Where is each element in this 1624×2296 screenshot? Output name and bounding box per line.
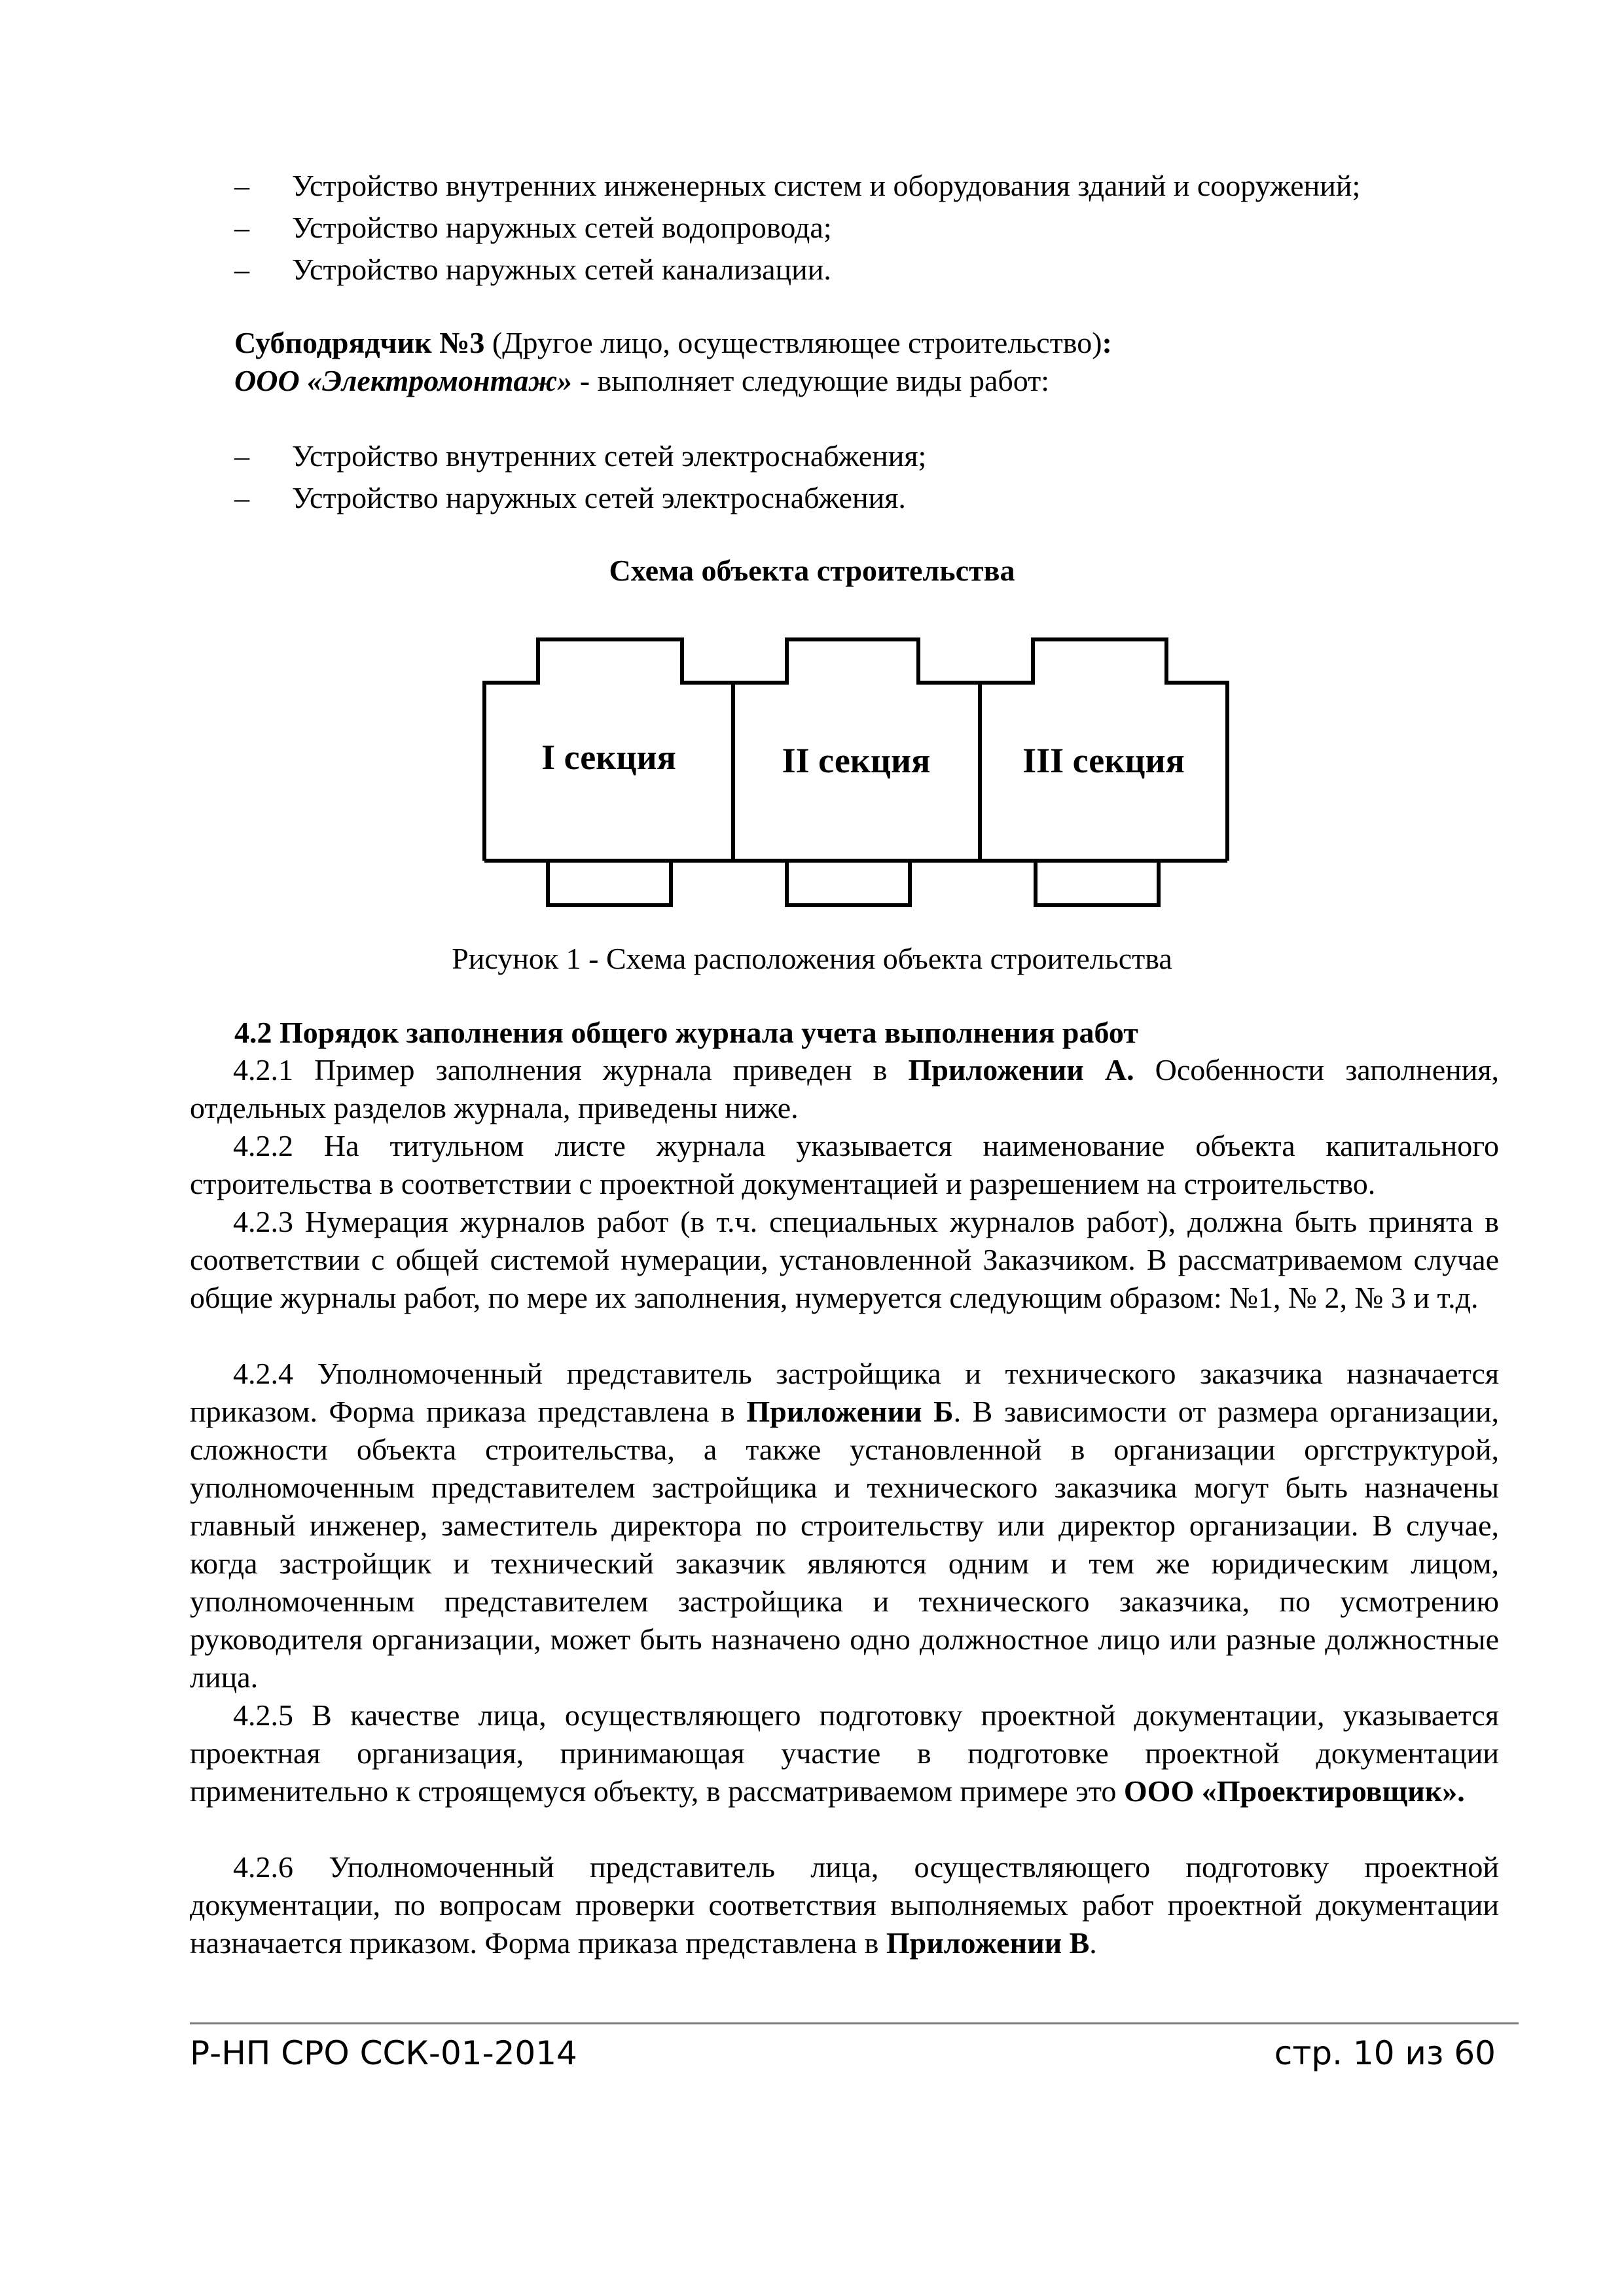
bullet-dash: – [234,481,249,514]
entrance-2 [787,861,910,905]
appendix-ref: Приложении Б [746,1395,954,1428]
subcontractor-number: Субподрядчик №3 [234,326,485,359]
building-scheme-diagram [0,0,1624,929]
paragraph-text: 4.2.2 На титульном листе журнала указывается наименование объекта капитального строительства в соответствии с проектной документацией и разрешением на строительство. [190,1129,1499,1200]
paragraph-text: . В зависимости от размера организации, сложности объекта строительства, а также установленной в организации оргструктурой, уполномоченным представителем застройщика и технического заказчика могут быть назначены главный инженер, заместитель директора по строительству или директор организации. В случае, когда застройщик и технический заказчик являются одним и тем же юридическим лицом, уполномоченным представителем застройщика и технического заказчика, по усмотрению руководителя организации, может быть назначено одно должностное лицо или разные должностные лица. [190,1395,1499,1694]
footer-divider [190,2022,1519,2024]
footer-doc-code: Р-НП СРО ССК-01-2014 [190,2034,577,2072]
paragraph-text: 4.2.1 Пример заполнения журнала приведен в [233,1053,909,1086]
appendix-ref: Приложении А. [908,1053,1134,1086]
organization-name: ООО «Проектировщик». [1123,1774,1465,1808]
paragraph-text: 4.2.3 Нумерация журналов работ (в т.ч. специальных журналов работ), должна быть принята в соответствии с общей системой нумерации, установленной Заказчиком. В рассматриваемом случае общие журналы работ, по мере их заполнения, нумеруется следующим образом: №1, № 2, № 3 и т.д. [190,1205,1499,1314]
bullet-dash: – [234,169,249,202]
paragraph-4-2-5 [190,1696,1499,1810]
company-name: ООО «Электромонтаж» [234,364,573,397]
paragraph-text: 4.2.4 Уполномоченный представитель застройщика и технического заказчика назначается приказом. Форма приказа представлена в [190,1357,1499,1428]
figure-caption: Рисунок 1 - Схема расположения объекта строительства [452,942,1172,975]
bullet-dash: – [234,439,249,473]
section-label: II секция [782,741,931,780]
paragraph-text: Особенности заполнения, отдельных разделов журнала, приведены ниже. [190,1053,1500,1124]
subcontractor-colon: : [1102,326,1112,359]
subcontractor-desc: (Другое лицо, осуществляющее строительство) [484,326,1102,359]
list-item-text: Устройство внутренних инженерных систем и оборудования зданий и сооружений; [292,169,1361,202]
paragraph-4-2-3 [190,1203,1499,1317]
entrance-1 [548,861,671,905]
list-item-text: Устройство наружных сетей канализации. [292,253,831,286]
entrance-3 [1036,861,1159,905]
paragraph-4-2-2 [190,1127,1499,1203]
paragraph-text: . [1089,1926,1097,1960]
paragraph-4-2-4 [190,1355,1499,1696]
footer-page-number: стр. 10 из 60 [1274,2034,1496,2072]
paragraph-text: 4.2.5 В качестве лица, осуществляющего подготовку проектной документации, указывается проектная организация, принимающая участие в подготовке проектной документации применительно к строящемуся объекту, в рассматриваемом примере это [190,1698,1499,1808]
section-heading: 4.2 Порядок заполнения общего журнала учета выполнения работ [234,1016,1138,1049]
paragraph-4-2-1 [190,1051,1499,1127]
section-label: I секция [541,738,676,777]
paragraph-4-2-6 [190,1848,1499,1962]
company-works: - выполняет следующие виды работ: [572,364,1050,397]
bullet-dash: – [234,253,249,286]
section-label: III секция [1022,741,1185,780]
paragraph-text: 4.2.6 Уполномоченный представитель лица, осуществляющего подготовку проектной документации, по вопросам проверки соответствия выполняемых работ проектной документации назначается приказом. Форма приказа представлена в [190,1850,1499,1960]
appendix-ref: Приложении В [886,1926,1090,1960]
list-item-text: Устройство наружных сетей водопровода; [292,211,832,244]
figure-title: Схема объекта строительства [609,554,1015,587]
list-item-text: Устройство внутренних сетей электроснабжения; [292,439,927,473]
list-item-text: Устройство наружных сетей электроснабжения. [292,481,906,514]
bullet-dash: – [234,211,249,244]
